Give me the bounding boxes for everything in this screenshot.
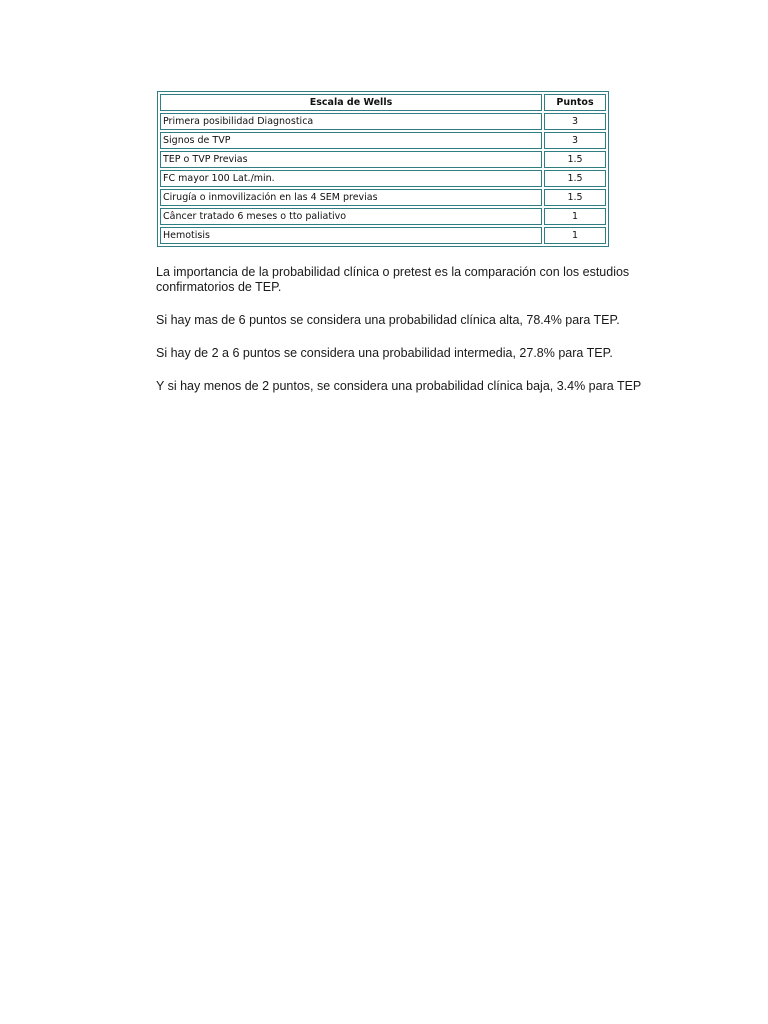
row-points: 1 [544, 208, 606, 225]
row-points: 1.5 [544, 151, 606, 168]
table-row [160, 189, 606, 206]
row-criterion: FC mayor 100 Lat./min. [160, 170, 542, 187]
table-header-row [160, 94, 606, 111]
table-row [160, 227, 606, 244]
row-points: 1 [544, 227, 606, 244]
paragraph-low-probability: Y si hay menos de 2 puntos, se considera una probabilidad clínica baja, 3.4% para TEP [156, 379, 642, 393]
paragraph-intermediate-probability: Si hay de 2 a 6 puntos se considera una probabilidad intermedia, 27.8% para TEP. [156, 346, 613, 360]
row-points: 1.5 [544, 170, 606, 187]
header-points: Puntos [544, 94, 606, 111]
row-criterion: Signos de TVP [160, 132, 542, 149]
row-criterion: Câncer tratado 6 meses o tto paliativo [160, 208, 542, 225]
body-text [156, 265, 676, 412]
table-row [160, 132, 606, 149]
row-points: 1.5 [544, 189, 606, 206]
row-criterion: TEP o TVP Previas [160, 151, 542, 168]
row-points: 3 [544, 113, 606, 130]
table-row [160, 208, 606, 225]
paragraph-high-probability: Si hay mas de 6 puntos se considera una probabilidad clínica alta, 78.4% para TEP. [156, 313, 620, 327]
row-points: 3 [544, 132, 606, 149]
table-row [160, 113, 606, 130]
table-row [160, 151, 606, 168]
paragraph-pretest-importance: La importancia de la probabilidad clínica o pretest es la comparación con los estudios confirmatorios de TEP. [156, 265, 630, 294]
row-criterion: Primera posibilidad Diagnostica [160, 113, 542, 130]
wells-score-table [157, 91, 609, 247]
row-criterion: Cirugía o inmovilización en las 4 SEM previas [160, 189, 542, 206]
header-criterion: Escala de Wells [160, 94, 542, 111]
table-row [160, 170, 606, 187]
row-criterion: Hemotisis [160, 227, 542, 244]
wells-score-table-container [157, 91, 609, 247]
